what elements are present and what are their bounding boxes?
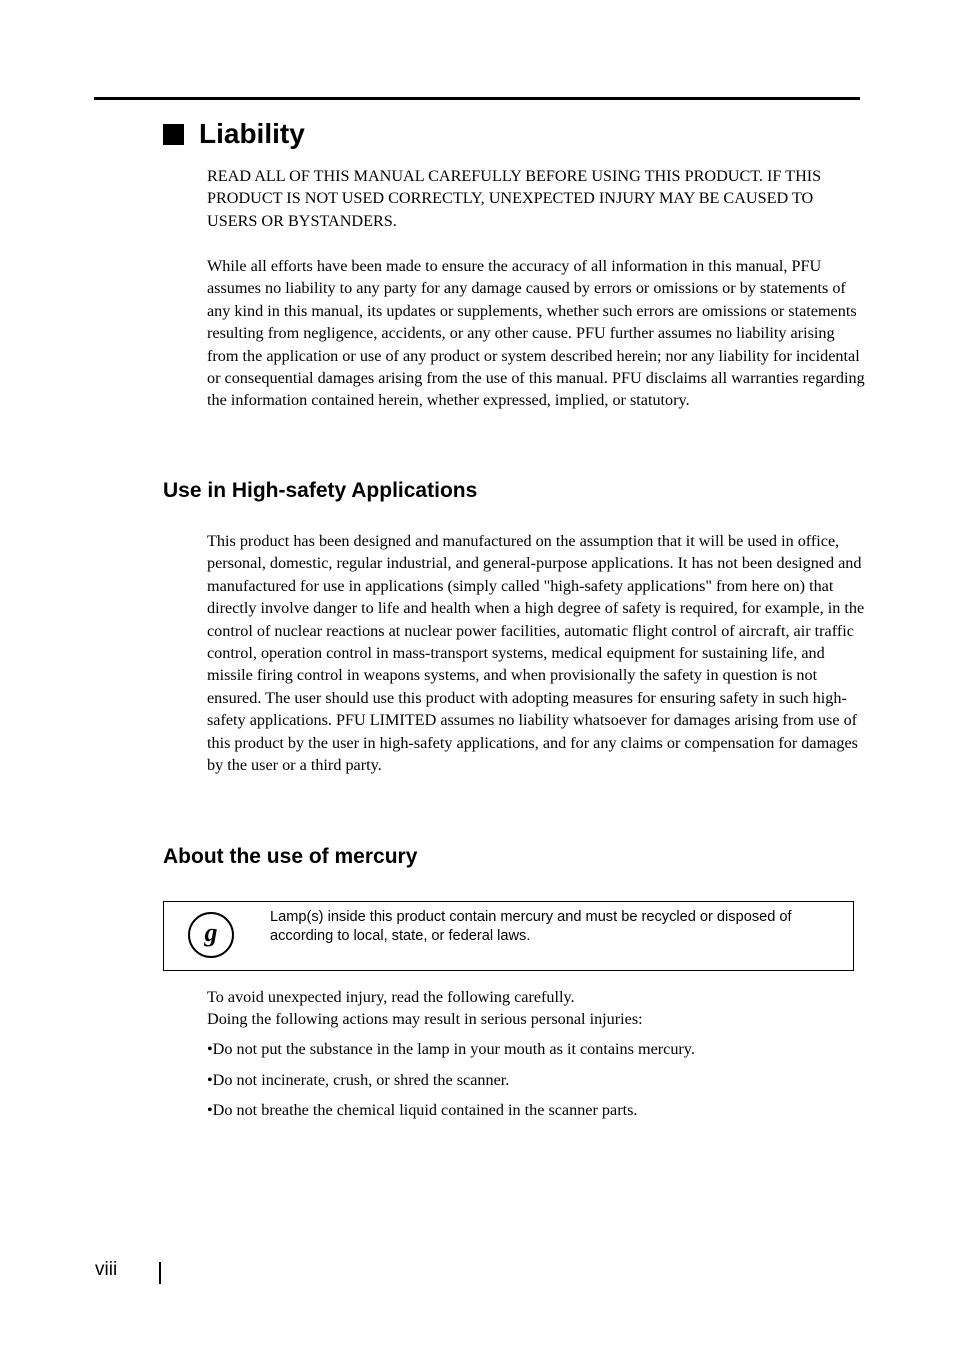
list-item: •Do not put the substance in the lamp in your mouth as it contains mercury. xyxy=(207,1040,695,1058)
high-safety-heading: Use in High-safety Applications xyxy=(163,479,478,502)
liability-heading xyxy=(163,116,305,152)
caution-glyph: g xyxy=(204,918,218,947)
list-item: •Do not breathe the chemical liquid contained in the scanner parts. xyxy=(207,1101,638,1119)
mercury-intro-line1: To avoid unexpected injury, read the following carefully. xyxy=(207,988,575,1006)
page-number: viii xyxy=(95,1259,118,1280)
square-bullet-icon xyxy=(163,124,184,145)
mercury-note-text: Lamp(s) inside this product contain mercury and must be recycled or disposed of according to local, state, or federal laws. xyxy=(270,909,792,944)
high-safety-body: This product has been designed and manufactured on the assumption that it will be used in office, personal, domestic, regular industrial, and general-purpose applications. It has not been designed and manufactured for use in applications (simply called "high-safety applications" from here on) that directly involve danger to life and health when a high degree of safety is required, for example, in the control of nuclear reactions at nuclear power facilities, automatic flight control of aircraft, air traffic control, operation control in mass-transport systems, medical equipment for sustaining life, and missile firing control in weapons systems, and when provisionally the safety in question is not ensured. The user should use this product with adopting measures for ensuring safety in such high-safety applications. PFU LIMITED assumes no liability whatsoever for damages arising from use of this product by the user in high-safety applications, and for any claims or compensation for damages by the user or a third party. xyxy=(207,532,865,775)
caution-circle-icon xyxy=(188,912,234,958)
list-item: •Do not incinerate, crush, or shred the scanner. xyxy=(207,1071,510,1089)
mercury-intro-line2: Doing the following actions may result in serious personal injuries: xyxy=(207,1010,643,1028)
liability-title: Liability xyxy=(199,118,305,149)
mercury-note-box xyxy=(163,901,854,971)
liability-warning: READ ALL OF THIS MANUAL CAREFULLY BEFORE USING THIS PRODUCT. IF THIS PRODUCT IS NOT USED CORRECTLY, UNEXPECTED INJURY MAY BE CAUSED TO USERS OR BYSTANDERS. xyxy=(207,167,822,230)
header-rule xyxy=(94,97,860,100)
mercury-heading: About the use of mercury xyxy=(163,845,418,868)
liability-body: While all efforts have been made to ensure the accuracy of all information in this manual, PFU assumes no liability to any party for any damage caused by errors or omissions or by statements of any kind in this manual, its updates or supplements, whether such errors are omissions or statements resulting from negligence, accidents, or any other cause. PFU further assumes no liability arising from the application or use of any product or system described herein; nor any liability for incidental or consequential damages arising from the use of this manual. PFU disclaims all warranties regarding the information contained herein, whether expressed, implied, or statutory. xyxy=(207,257,865,410)
footer-divider xyxy=(159,1262,161,1284)
